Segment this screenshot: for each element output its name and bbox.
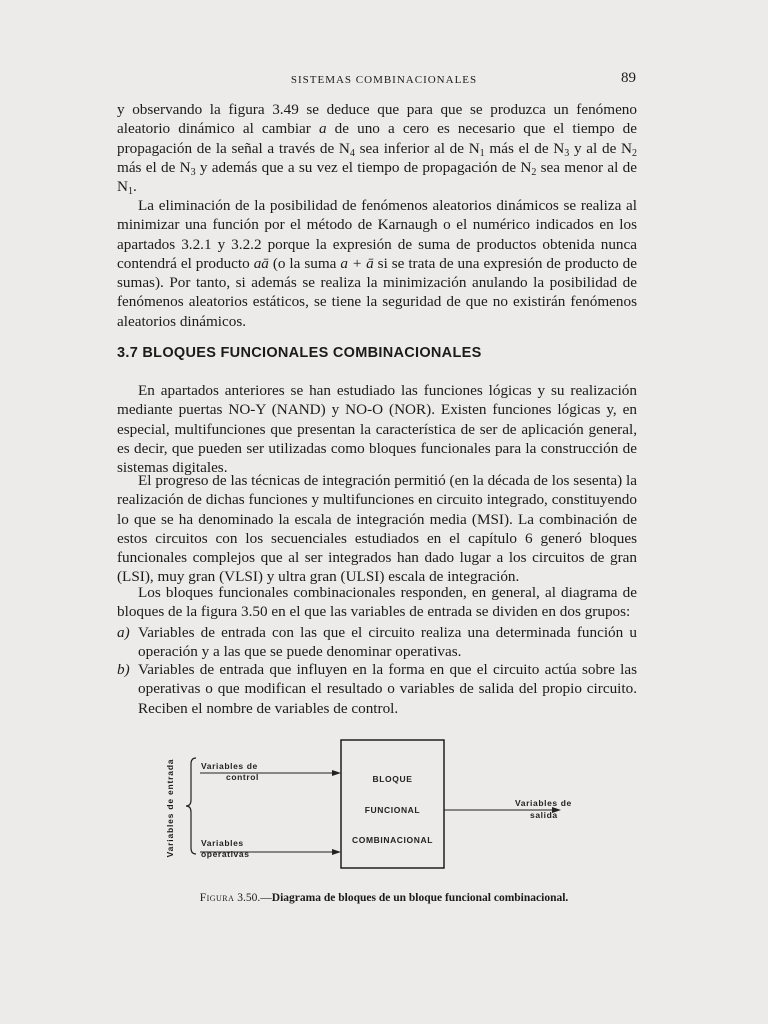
list-item-a bbox=[117, 623, 637, 662]
output-label-1: Variables de bbox=[515, 798, 572, 808]
block-label-2: FUNCIONAL bbox=[364, 805, 421, 815]
operative-arrowhead bbox=[332, 849, 341, 855]
paragraph-1: y observando la figura 3.49 se deduce que para que se produzca un fenómeno aleatorio dinámico al cambiar a de uno a cero es necesario que el tiempo de propagación de la señal a través de $N_4$ sea inferior al de $N_1$ más el de $N_3$ y al de $N_2$ más el de $N_3$ y además que a su vez el tiempo de propagación de $N_2$ sea menor al de $N_1$. bbox=[117, 101, 638, 198]
control-label-1: Variables de bbox=[201, 761, 258, 771]
paragraph-2: La eliminación de la posibilidad de fenómenos aleatorios dinámicos se realiza al minimizar una función por el método de Karnaugh o el numérico indicados en los apartados 3.2.1 y 3.2.2 porque la expresión de suma de productos obtenida nunca contendrá el producto aā (o la suma a + ā si se trata de una expresión de producto de sumas). Por tanto, si además se realiza la minimización anulando la posibilidad de fenómenos aleatorios estáticos, se tiene la seguridad de que no existirán fenómenos aleatorios dinámicos. bbox=[117, 197, 637, 330]
list-text: Variables de entrada con las que el circuito realiza una determinada función u operación y a las que se puede denominar operativas. bbox=[138, 624, 637, 661]
figure-caption bbox=[0, 892, 768, 904]
block-diagram bbox=[160, 728, 620, 878]
running-title: SISTEMAS COMBINACIONALES bbox=[290, 74, 478, 86]
paragraph-3: En apartados anteriores se han estudiado las funciones lógicas y su realización mediante puertas NO-Y (NAND) y NO-O (NOR). Existen funciones lógicas y, en especial, multifunciones que presentan la característica de ser de aplicación general, es decir, que pueden ser utilizadas como bloques funcionales para la construcción de sistemas digitales. bbox=[117, 382, 637, 477]
caption-figure-word: Figura bbox=[199, 892, 235, 904]
control-label-2: control bbox=[226, 772, 260, 782]
functional-block bbox=[341, 740, 444, 868]
list-marker: b) bbox=[117, 661, 130, 678]
caption-text: Diagrama de bloques de un bloque funcional combinacional. bbox=[271, 892, 569, 904]
list-text: Variables de entrada que influyen en la forma en que el circuito actúa sobre las operativas o que modifican el resultado o variables de salida del propio circuito. Reciben el nombre de variables de control. bbox=[138, 661, 637, 717]
page-number: 89 bbox=[621, 70, 636, 86]
section-heading: 3.7 BLOQUES FUNCIONALES COMBINACIONALES bbox=[117, 345, 482, 361]
block-label-1: BLOQUE bbox=[372, 774, 413, 784]
paragraph-4: El progreso de las técnicas de integración permitió (en la década de los sesenta) la realización de dichas funciones y multifunciones en circuito integrado, constituyendo lo que se ha denominado la escala de integración media (MSI). La combinación de estos circuitos con los secuenciales estudiados en el capítulo 6 generó bloques funcionales complejos que al ser integrados han dado lugar a los circuitos de gran (LSI), muy gran (VLSI) y ultra gran (ULSI) escala de integración. bbox=[117, 472, 637, 586]
caption-figure-number: 3.50.— bbox=[234, 892, 272, 904]
operative-label-2: operativas bbox=[201, 849, 250, 859]
list-item-b bbox=[117, 660, 637, 718]
input-brace bbox=[186, 758, 196, 854]
list-marker: a) bbox=[117, 624, 130, 641]
control-arrowhead bbox=[332, 770, 341, 776]
inputs-group-label: Variables de entrada bbox=[165, 758, 175, 858]
block-label-3: COMBINACIONAL bbox=[352, 835, 433, 845]
operative-label-1: Variables bbox=[201, 838, 244, 848]
output-label-2: salida bbox=[530, 810, 558, 820]
paragraph-5: Los bloques funcionales combinacionales responden, en general, al diagrama de bloques de la figura 3.50 en el que las variables de entrada se dividen en dos grupos: bbox=[117, 584, 637, 621]
